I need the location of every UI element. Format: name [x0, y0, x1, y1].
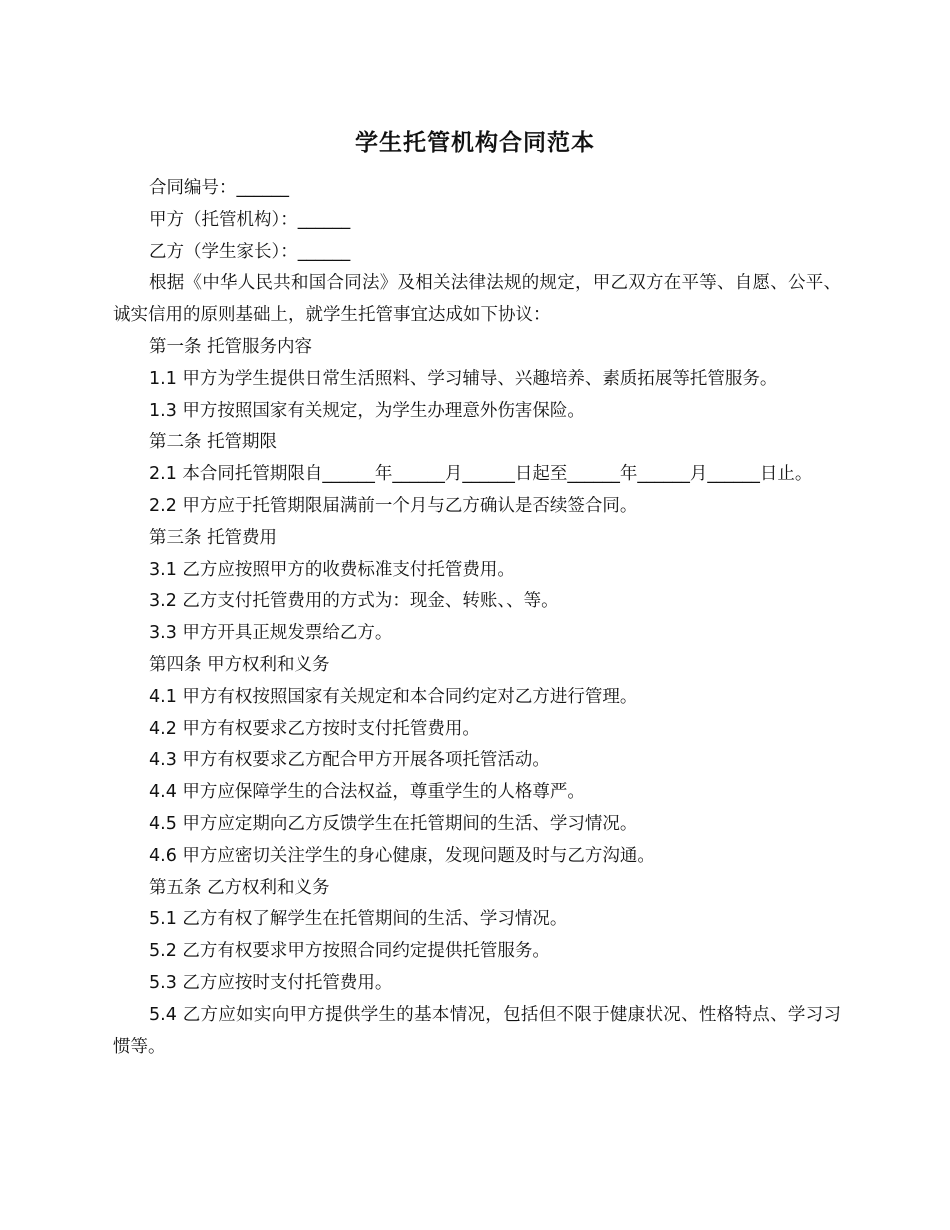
article-heading: 第五条 乙方权利和义务 — [149, 877, 330, 898]
clause-paragraph: 4.1 甲方有权按照国家有关规定和本合同约定对乙方进行管理。 — [149, 686, 638, 707]
clause-paragraph: 1.1 甲方为学生提供日常生活照料、学习辅导、兴趣培养、素质拓展等托管服务。 — [149, 368, 778, 389]
clause-paragraph: 3.3 甲方开具正规发票给乙方。 — [149, 623, 393, 644]
clause-paragraph: 4.5 甲方应定期向乙方反馈学生在托管期间的生活、学习情况。 — [149, 813, 638, 834]
preamble-paragraph: 根据《中华人民共和国合同法》及相关法律法规的规定，甲乙双方在平等、自愿、公平、诚实信用的原则基础上，就学生托管事宜达成如下协议： — [113, 273, 841, 326]
clause-paragraph: 1.3 甲方按照国家有关规定，为学生办理意外伤害保险。 — [149, 400, 585, 421]
clause-paragraph: 3.1 乙方应按照甲方的收费标准支付托管费用。 — [149, 559, 515, 580]
document-body — [113, 173, 841, 1063]
clause-paragraph: 5.1 乙方有权了解学生在托管期间的生活、学习情况。 — [149, 909, 568, 930]
clause-paragraph: 3.2 乙方支付托管费用的方式为：现金、转账、、等。 — [149, 591, 559, 612]
party-a-line: 甲方（托管机构）：______ — [149, 209, 351, 230]
clause-paragraph: 4.6 甲方应密切关注学生的身心健康，发现问题及时与乙方沟通。 — [149, 845, 655, 866]
contract-number-line: 合同编号：______ — [149, 178, 289, 198]
clause-paragraph: 4.2 甲方有权要求乙方按时支付托管费用。 — [149, 718, 480, 739]
party-b-line: 乙方（学生家长）：______ — [149, 241, 351, 262]
document-title: 学生托管机构合同范本 — [355, 130, 595, 156]
clause-paragraph: 2.1 本合同托管期限自______年______月______日起至______年______月______日止。 — [149, 464, 813, 485]
clause-paragraph: 4.4 甲方应保障学生的合法权益，尊重学生的人格尊严。 — [149, 782, 585, 803]
clause-paragraph: 2.2 甲方应于托管期限届满前一个月与乙方确认是否续签合同。 — [149, 495, 638, 516]
clause-paragraph: 5.3 乙方应按时支付托管费用。 — [149, 972, 393, 993]
article-heading: 第一条 托管服务内容 — [149, 336, 313, 357]
clause-paragraph: 4.3 甲方有权要求乙方配合甲方开展各项托管活动。 — [149, 750, 550, 771]
article-heading: 第三条 托管费用 — [149, 527, 278, 548]
clause-paragraph: 5.2 乙方有权要求甲方按照合同约定提供托管服务。 — [149, 941, 550, 962]
article-heading: 第二条 托管期限 — [149, 432, 278, 453]
clause-paragraph: 5.4 乙方应如实向甲方提供学生的基本情况，包括但不限于健康状况、性格特点、学习习惯等。 — [113, 1004, 841, 1057]
article-heading: 第四条 甲方权利和义务 — [149, 654, 330, 675]
